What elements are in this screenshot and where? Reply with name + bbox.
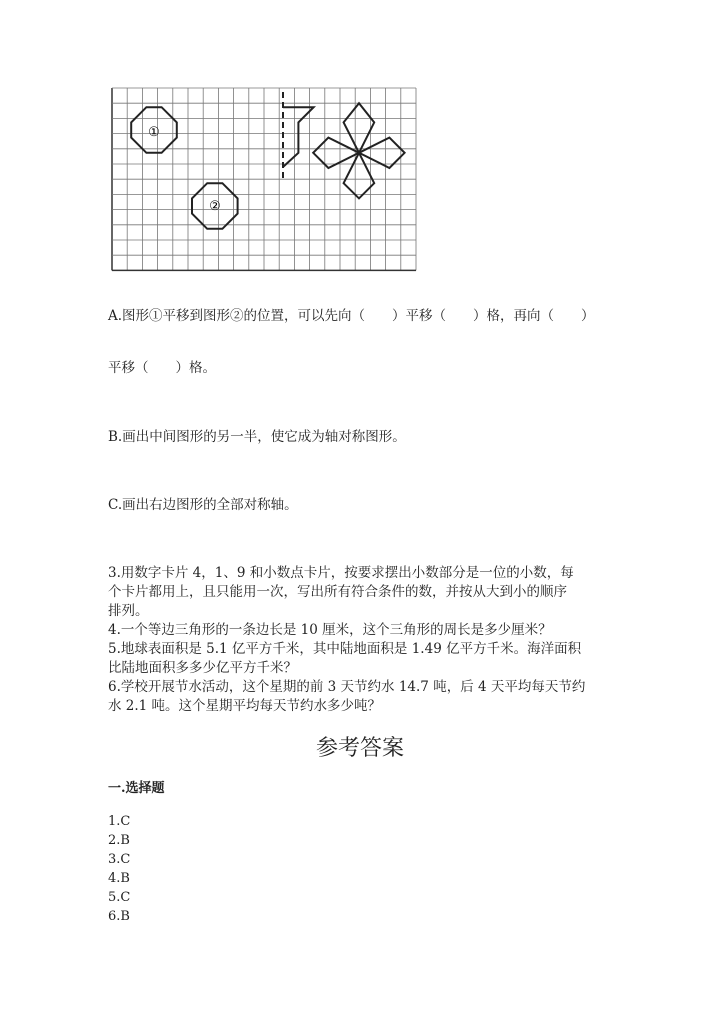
answer-item: 4.B: [108, 871, 130, 886]
answer-item: 1.C: [108, 814, 131, 829]
flower-shape: [313, 103, 404, 198]
problem-6-line: 水 2.1 吨。这个星期平均每天节约水多少吨？: [108, 698, 382, 714]
section-heading: 一.选择题: [108, 781, 165, 796]
question-b: B.画出中间图形的另一半，使它成为轴对称图形。: [108, 429, 406, 445]
question-a-line1: A.图形①平移到图形②的位置，可以先向（ ）平移（ ）格，再向（ ）: [108, 308, 595, 324]
answer-item: 2.B: [108, 833, 130, 848]
answer-item: 5.C: [108, 890, 131, 905]
problem-4-line: 4.一个等边三角形的一条边长是 10 厘米，这个三角形的周长是多少厘米？: [108, 622, 552, 638]
question-c: C.画出右边图形的全部对称轴。: [108, 497, 298, 513]
answer-item: 6.B: [108, 909, 130, 924]
problem-3-line: 个卡片都用上，且只能用一次，写出所有符合条件的数，并按从大到小的顺序: [108, 584, 567, 600]
half-shape: [283, 107, 314, 167]
problem-5-line: 比陆地面积多多少亿平方千米？: [108, 660, 297, 676]
problem-3-line: 排列。: [108, 603, 149, 619]
question-a-line2: 平移（ ）格。: [108, 360, 216, 376]
octagon-1-label: ①: [148, 125, 160, 140]
problem-5-line: 5.地球表面积是 5.1 亿平方千米，其中陆地面积是 1.49 亿平方千米。海洋面积: [108, 641, 582, 657]
octagon-2-label: ②: [209, 199, 221, 214]
answer-key-title: 参考答案: [315, 736, 404, 761]
answer-item: 3.C: [108, 852, 131, 867]
problem-6-line: 6.学校开展节水活动，这个星期的前 3 天节约水 14.7 吨，后 4 天平均每天节约: [108, 679, 586, 695]
grid-figure: [108, 84, 428, 276]
grid-lines: [112, 88, 416, 270]
problem-3-line: 3.用数字卡片 4，1、9 和小数点卡片，按要求摆出小数部分是一位的小数，每: [108, 565, 574, 581]
problem-list: [108, 564, 585, 716]
answer-list: [108, 812, 130, 926]
